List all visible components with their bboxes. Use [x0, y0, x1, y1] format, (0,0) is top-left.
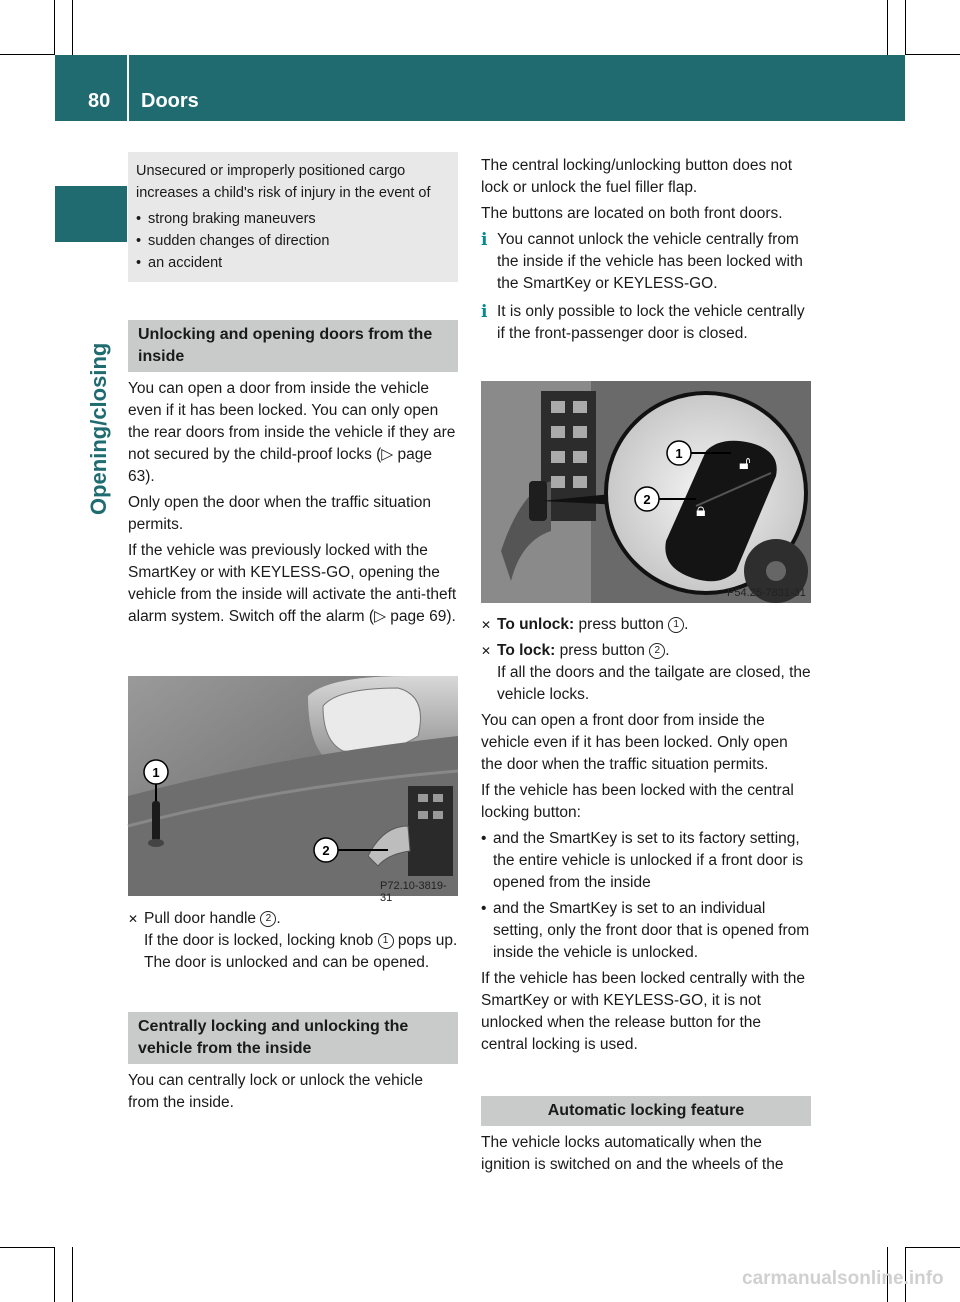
section-title: Doors — [141, 90, 199, 112]
central-locking-figure — [481, 381, 811, 603]
paragraph: The buttons are located on both front doors. — [481, 205, 783, 222]
lock-icon: 🔒︎ — [696, 500, 706, 521]
header-separator — [127, 55, 129, 121]
paragraph: The central locking/unlocking button does not lock or unlock the fuel filler flap. — [481, 157, 793, 196]
callout-2: 2 — [649, 643, 665, 659]
crop-mark — [0, 1247, 55, 1248]
heading-automatic-locking: Automatic locking feature — [481, 1096, 811, 1126]
crop-mark — [905, 54, 960, 55]
chapter-label: Opening/closing — [86, 342, 111, 515]
door-handle-figure — [128, 676, 458, 904]
info-note: i It is only possible to lock the vehicle centrally if the front-passenger door is closed. — [481, 302, 805, 342]
list-item: • and the SmartKey is set to its factory setting, the entire vehicle is unlocked if a front door is opened from the inside — [481, 828, 811, 894]
crop-mark — [887, 0, 888, 55]
warning-bullet: • sudden changes of direction — [136, 230, 450, 252]
crop-mark — [0, 54, 55, 55]
step-arrow-icon: ✕ — [481, 644, 492, 658]
right-column — [481, 155, 811, 345]
figure-marker-2: 2 — [322, 843, 330, 858]
warning-text: Unsecured or improperly positioned cargo increases a child's risk of injury in the event of — [136, 163, 431, 201]
crop-mark — [72, 1247, 73, 1302]
figure-code: P72.10-3819-31 — [380, 880, 447, 904]
watermark: carmanualsonline.info — [742, 1268, 944, 1289]
info-note: i You cannot unlock the vehicle centrally from the inside if the vehicle has been locked with the SmartKey or KEYLESS-GO. — [481, 230, 803, 292]
step-arrow-icon: ✕ — [481, 618, 492, 632]
crop-mark — [72, 0, 73, 55]
figure-marker-2: 2 — [643, 492, 651, 507]
left-column-lower — [128, 908, 458, 1118]
central-locking-illustration — [481, 381, 811, 603]
info-icon: i — [481, 230, 488, 250]
right-column-lower — [481, 614, 811, 1180]
unlock-icon: 🔓︎ — [739, 453, 751, 474]
heading-central-locking: Centrally locking and unlocking the vehicle from the inside — [128, 1012, 458, 1064]
paragraph: If the vehicle has been locked with the central locking button: — [481, 782, 794, 821]
paragraph: Only open the door when the traffic situation permits. — [128, 494, 432, 533]
chapter-tab — [55, 186, 127, 242]
crop-mark — [54, 0, 55, 55]
paragraph: You can open a front door from inside the vehicle even if it has been locked. Only open the door when the traffic situation permits. — [481, 712, 788, 773]
paragraph: If the vehicle was previously locked with the SmartKey or with KEYLESS-GO, opening the vehicle from the inside will activate the anti-theft alarm system. Switch off the alarm (▷ page 69). — [128, 542, 457, 625]
paragraph: The vehicle locks automatically when the ignition is switched on and the wheels of the — [481, 1134, 784, 1173]
list-item: • and the SmartKey is set to an individual setting, only the front door that is opened from inside the vehicle is unlocked. — [481, 898, 811, 964]
callout-1: 1 — [378, 933, 394, 949]
left-column — [128, 152, 458, 632]
info-icon: i — [481, 302, 488, 322]
figure-code: P54.25-7831-31 — [727, 587, 806, 599]
page-number: 80 — [88, 90, 111, 112]
figure-marker-1: 1 — [152, 765, 160, 780]
crop-mark — [905, 1247, 960, 1248]
warning-bullet: • strong braking maneuvers — [136, 208, 450, 230]
callout-1: 1 — [668, 617, 684, 633]
door-interior-illustration — [128, 676, 458, 896]
crop-mark — [54, 1247, 55, 1302]
instruction-step: ✕ To lock: press button 2 . If all the doors and the tailgate are closed, the vehicle locks. — [481, 642, 811, 703]
callout-2: 2 — [260, 911, 276, 927]
warning-box — [128, 152, 458, 282]
paragraph: You can centrally lock or unlock the vehicle from the inside. — [128, 1072, 423, 1111]
heading-unlocking: Unlocking and opening doors from the inside — [128, 320, 458, 372]
instruction-step: ✕ Pull door handle 2 . If the door is locked, locking knob 1 pops up. The door is unlocked and can be opened. — [128, 910, 458, 971]
paragraph: You can open a door from inside the vehicle even if it has been locked. You can only open the rear doors from inside the vehicle if they are not secured by the child-proof locks (▷ page 63). — [128, 380, 456, 485]
instruction-step: ✕ To unlock: press button 1 . — [481, 614, 811, 636]
figure-marker-1: 1 — [675, 446, 683, 461]
crop-mark — [905, 0, 906, 55]
paragraph: If the vehicle has been locked centrally with the SmartKey or with KEYLESS-GO, it is not unlocked when the release button for the central locking is used. — [481, 970, 805, 1053]
step-arrow-icon: ✕ — [128, 912, 139, 926]
warning-bullet: • an accident — [136, 252, 450, 274]
